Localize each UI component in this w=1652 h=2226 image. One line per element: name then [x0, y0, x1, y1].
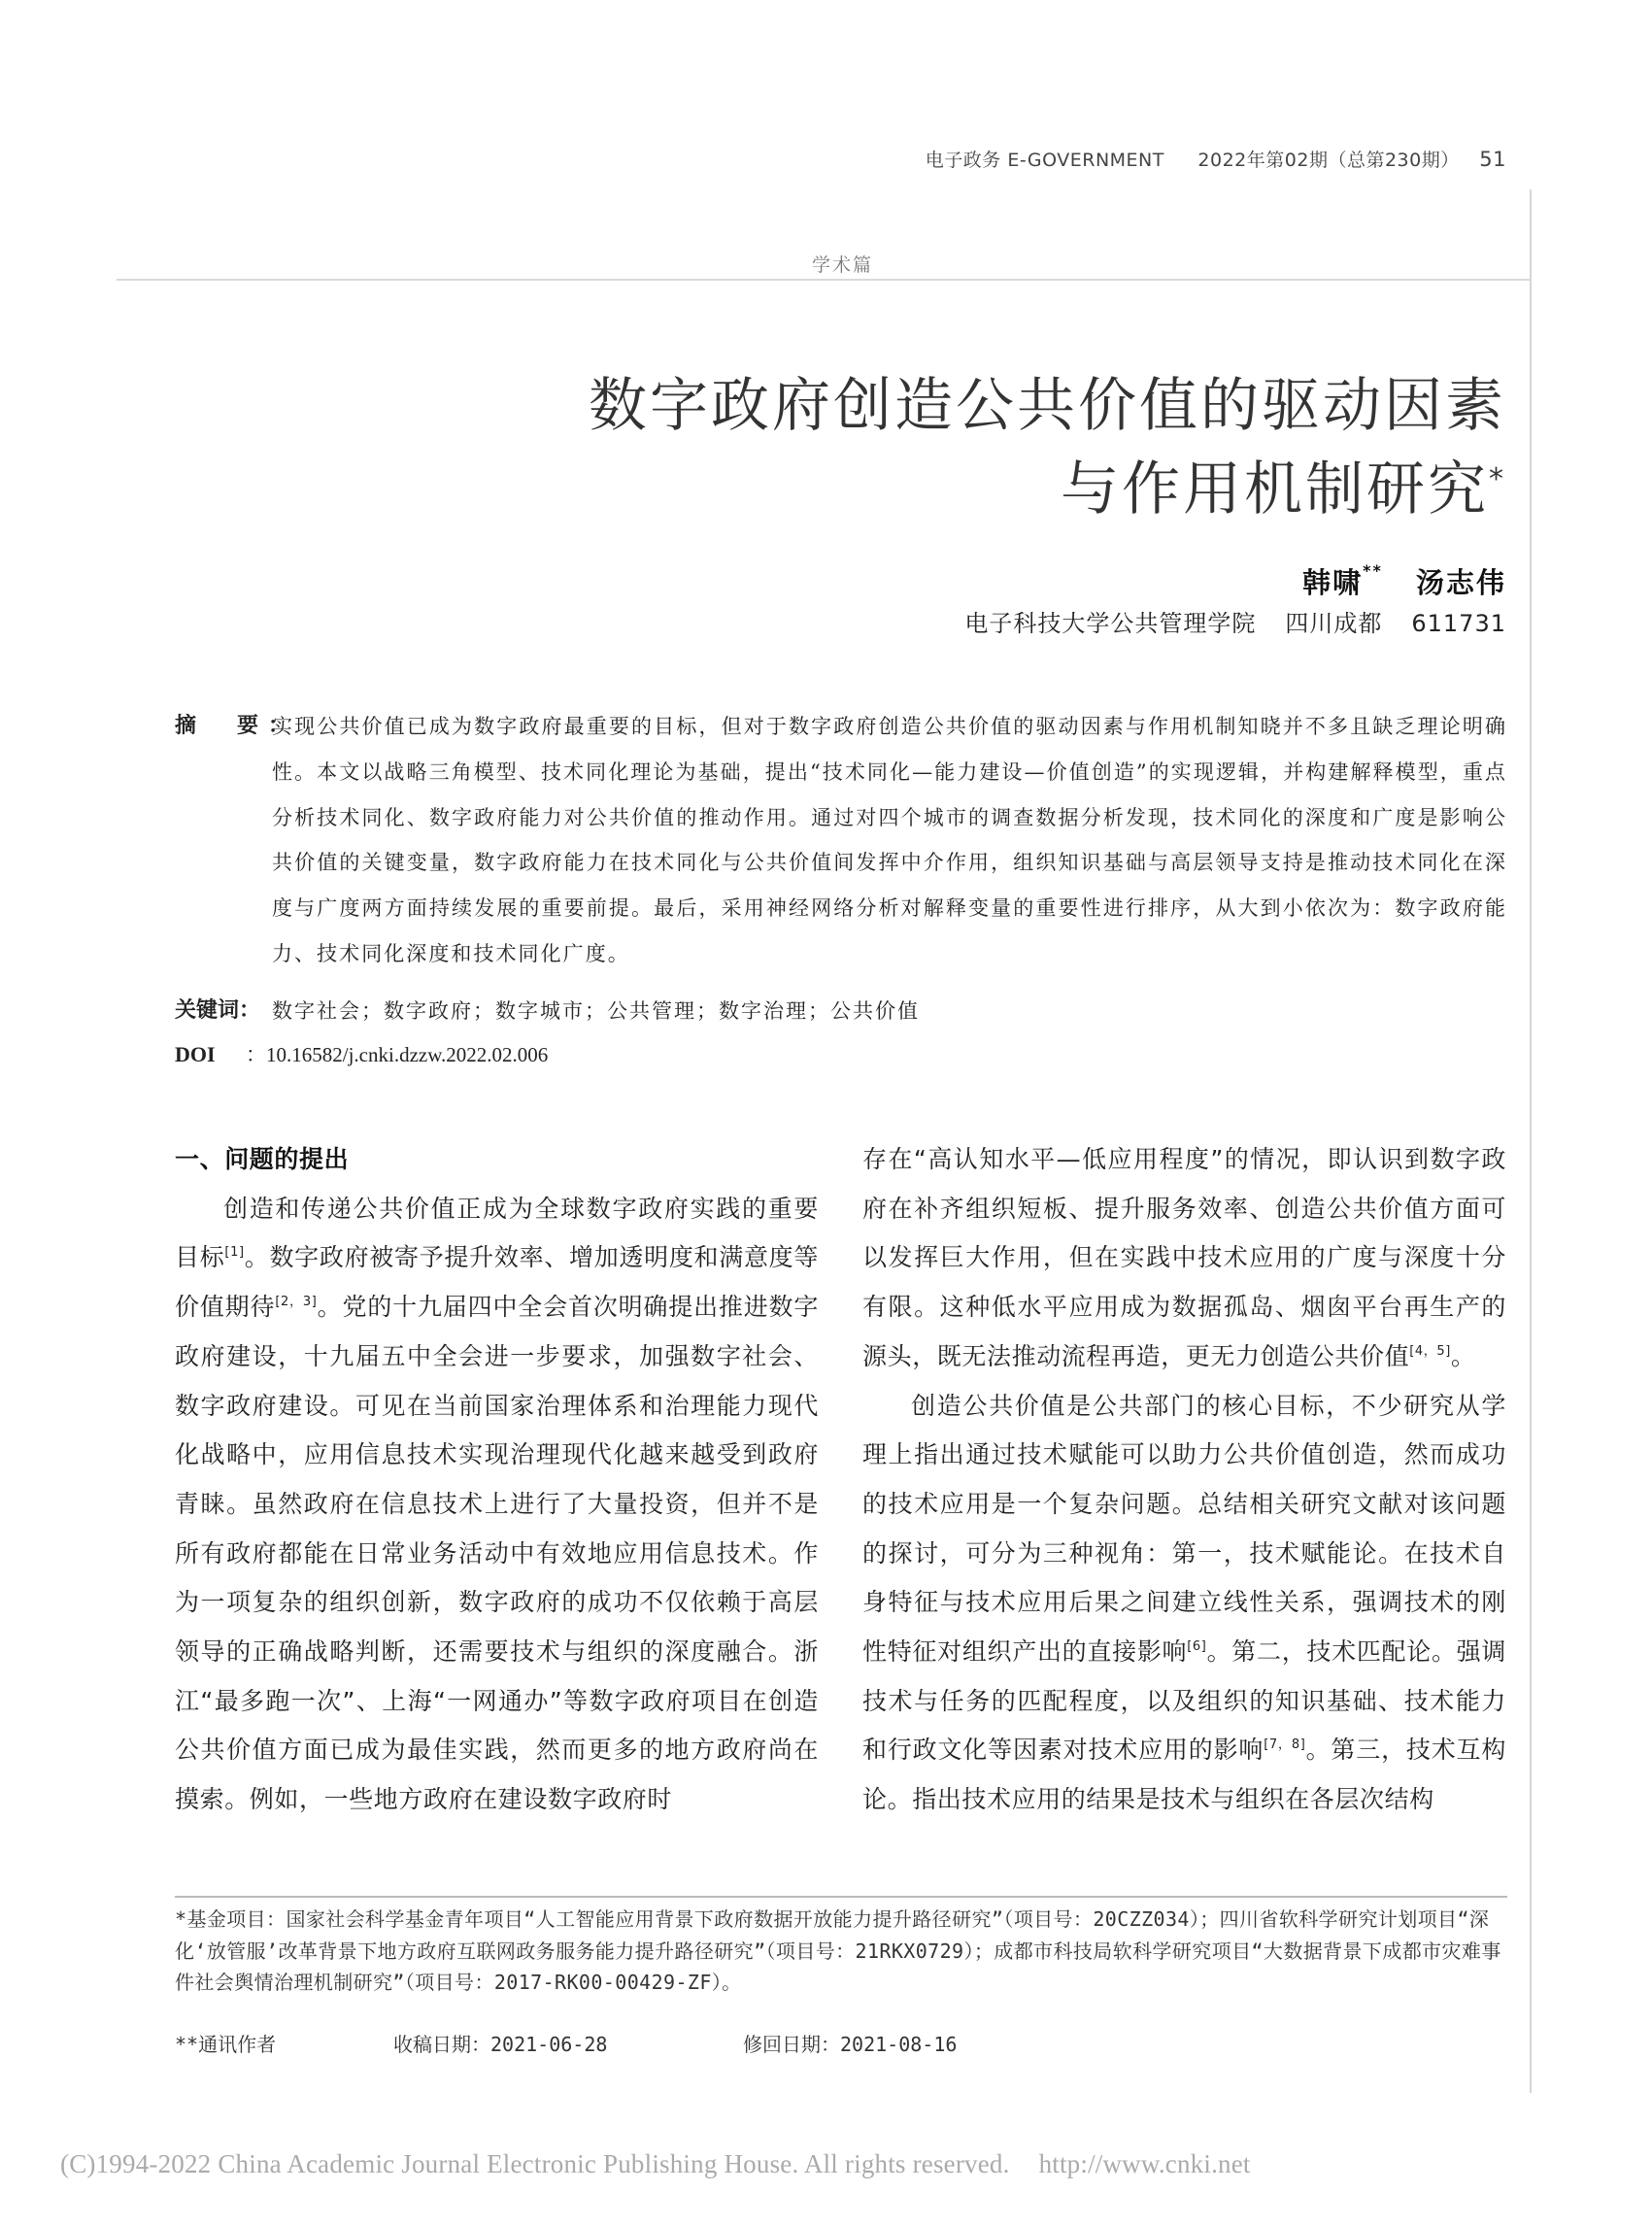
- author-1-mark: **: [1363, 561, 1383, 581]
- title-line-1: 数字政府创造公共价值的驱动因素: [589, 372, 1506, 441]
- keywords-label: 关键词：: [175, 998, 261, 1023]
- section-label: 学术篇: [812, 254, 874, 276]
- doi-label: DOI: [175, 1042, 216, 1066]
- running-header: [926, 146, 1506, 172]
- paragraph-text: 存在“高认知水平—低应用程度”的情况，即认识到数字政府在补齐组织短板、提升服务效率、创造公共价值方面可以发挥巨大作用，但在实践中技术应用的广度与深度十分有限。这种低水平应用成为数据孤岛、烟囱平台再生产的源头，既无法推动流程再造，更无力创造公共价值: [862, 1145, 1506, 1370]
- citation[interactable]: [4，5]: [1409, 1343, 1451, 1359]
- page-number: 51: [1479, 148, 1506, 171]
- affiliation-postcode: 611731: [1411, 610, 1506, 637]
- affiliation: [964, 604, 1506, 638]
- footnote: [175, 1904, 1507, 1999]
- doi-text: ：10.16582/j.cnki.dzzw.2022.02.006: [246, 1043, 549, 1066]
- paragraph-text: 。第二，技术匹配论。强调技术与任务的匹配程度，以及组织的知识基础、技术能力和行政文化等因素对技术应用的影响: [862, 1637, 1506, 1765]
- paragraph: [862, 1382, 1506, 1825]
- journal-name: 电子政务 E-GOVERNMENT: [925, 150, 1164, 171]
- paragraph: [175, 1185, 819, 1825]
- copyright-watermark: [60, 2149, 1251, 2179]
- received-date: 收稿日期：2021-06-28: [393, 2033, 608, 2056]
- fund-note: *基金项目：国家社会科学基金青年项目“人工智能应用背景下政府数据开放能力提升路径研究”（项目号：20CZZ034）；四川省软科学研究计划项目“深化‘放管服’改革背景下地方政府互联网政务服务能力提升路径研究”（项目号：21RKX0729）；成都市科技局软科学研究项目“大数据背景下成都市灾难事件社会舆情治理机制研究”（项目号：2017-RK00-00429-ZF）。: [175, 1907, 1501, 1994]
- issue-info: 2022年第02期（总第230期）: [1197, 150, 1460, 171]
- revised-date: 修回日期：2021-08-16: [743, 2033, 958, 2056]
- citation[interactable]: [6]: [1187, 1639, 1207, 1655]
- copyright-text: (C)1994-2022 China Academic Journal Electronic Publishing House. All rights reserved.: [60, 2149, 1010, 2178]
- body-column-left: [175, 1135, 819, 1825]
- footnote-dates: [175, 2029, 958, 2060]
- affiliation-location: 四川成都: [1285, 610, 1383, 637]
- paragraph-text: 创造公共价值是公共部门的核心目标，不少研究从学理上指出通过技术赋能可以助力公共价值创造，然而成功的技术应用是一个复杂问题。总结相关研究文献对该问题的探讨，可分为三种视角：第一，技术赋能论。在技术自身特征与技术应用后果之间建立线性关系，强调技术的刚性特征对组织产出的直接影响: [862, 1391, 1506, 1667]
- citation[interactable]: [1]: [224, 1245, 245, 1261]
- title-line-2: 与作用机制研究: [1061, 455, 1489, 524]
- citation[interactable]: [7，8]: [1264, 1737, 1306, 1753]
- paragraph-text: 。: [1450, 1341, 1476, 1370]
- copyright-url[interactable]: http://www.cnki.net: [1038, 2149, 1251, 2178]
- paragraph: [862, 1135, 1506, 1382]
- header-rule: [117, 279, 1531, 281]
- paragraph-text: 创造和传递公共价值正成为全球数字政府实践的重要目标: [175, 1194, 819, 1272]
- paragraph-text: 。第三，技术互构论。指出技术应用的结果是技术与组织在各层次结构: [862, 1736, 1506, 1814]
- vertical-rule: [1530, 189, 1532, 2093]
- section-heading: 一、问题的提出: [175, 1145, 350, 1173]
- footnote-rule: [175, 1896, 1507, 1898]
- corresponding-author-note: **通讯作者: [175, 2033, 277, 2056]
- article-title: [589, 364, 1506, 531]
- paragraph-text: 。党的十九届四中全会首次明确提出推进数字政府建设，十九届五中全会进一步要求，加强数字社会、数字政府建设。可见在当前国家治理体系和治理能力现代化战略中，应用信息技术实现治理现代化越来越受到政府青睐。虽然政府在信息技术上进行了大量投资，但并不是所有政府都能在日常业务活动中有效地应用信息技术。作为一项复杂的组织创新，数字政府的成功不仅依赖于高层领导的正确战略判断，还需要技术与组织的深度融合。浙江“最多跑一次”、上海“一网通办”等数字政府项目在创造公共价值方面已成为最佳实践，然而更多的地方政府尚在摸索。例如，一些地方政府在建设数字政府时: [175, 1293, 819, 1814]
- affiliation-institution: 电子科技大学公共管理学院: [964, 610, 1257, 637]
- abstract-text: 实现公共价值已成为数字政府最重要的目标，但对于数字政府创造公共价值的驱动因素与作用机制知晓并不多且缺乏理论明确性。本文以战略三角模型、技术同化理论为基础，提出“技术同化—能力建设—价值创造”的实现逻辑，并构建解释模型，重点分析技术同化、数字政府能力对公共价值的推动作用。通过对四个城市的调查数据分析发现，技术同化的深度和广度是影响公共价值的关键变量，数字政府能力在技术同化与公共价值间发挥中介作用，组织知识基础与高层领导支持是推动技术同化在深度与广度两方面持续发展的重要前提。最后，采用神经网络分析对解释变量的重要性进行排序，从大到小依次为：数字政府能力、技术同化深度和技术同化广度。: [272, 715, 1507, 965]
- keywords-text: 数字社会；数字政府；数字城市；公共管理；数字治理；公共价值: [272, 999, 920, 1023]
- abstract-label: 摘 要：: [175, 714, 300, 738]
- paragraph-text: 。数字政府被寄予提升效率、增加透明度和满意度等价值期待: [175, 1243, 819, 1322]
- author-1: 韩啸: [1302, 566, 1364, 599]
- body-column-right: [862, 1135, 1506, 1825]
- author-2: 汤志伟: [1415, 566, 1506, 599]
- author-list: [1302, 561, 1506, 601]
- title-footnote-mark: *: [1489, 462, 1506, 497]
- citation[interactable]: [2，3]: [275, 1295, 318, 1310]
